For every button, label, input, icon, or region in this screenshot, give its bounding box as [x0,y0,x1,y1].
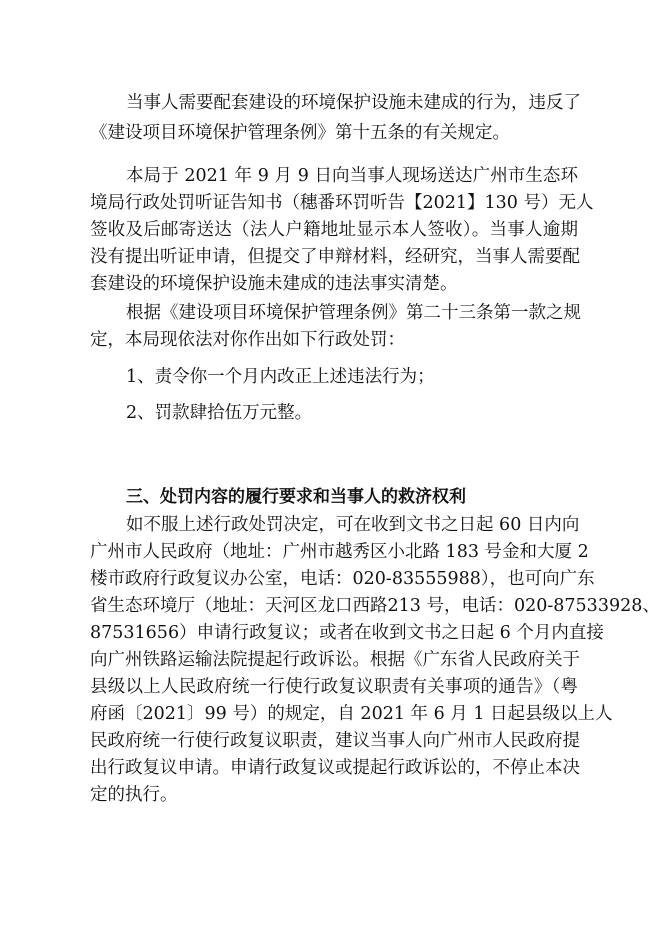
text-line: 广州市人民政府（地址：广州市越秀区小北路 183 号金和大厦 2 [90,542,589,562]
text-line: 签收及后邮寄送达（法人户籍地址显示本人签收）。当事人逾期 [90,220,578,240]
section-heading: 三、处罚内容的履行要求和当事人的救济权利 [126,487,466,507]
list-item: 1、责令你一个月内改正上述违法行为； [126,367,435,387]
text-line: 省生态环境厅（地址：天河区龙口西路213 号，电话：020-87533928、 [90,596,660,616]
text-line: 府函〔2021〕99 号）的规定，自 2021 年 6 月 1 日起县级以上人 [90,704,613,724]
text-line: 向广州铁路运输法院提起行政诉讼。根据《广东省人民政府关于 [90,650,580,670]
text-line: 套建设的环境保护设施未建成的违法事实清楚。 [90,274,458,294]
text-line: 楼市政府行政复议办公室，电话：020-83555988），也可向广东 [90,569,595,589]
text-line: 境局行政处罚听证告知书（穗番环罚听告【2021】130 号）无人 [90,193,594,213]
text-line: 当事人需要配套建设的环境保护设施未建成的行为，违反了 [126,93,581,113]
text-line: 如不服上述行政处罚决定，可在收到文书之日起 60 日内向 [126,515,580,535]
text-line: 没有提出听证申请，但提交了申辩材料，经研究，当事人需要配 [90,247,580,267]
text-line: 定的执行。 [90,785,178,805]
list-item: 2、罚款肆拾伍万元整。 [126,403,313,423]
text-line: 定，本局现依法对你作出如下行政处罚： [90,330,405,350]
text-line: 县级以上人民政府统一行使行政复议职责有关事项的通告》（粤 [90,677,578,697]
text-line: 87531656）申请行政复议；或者在收到文书之日起 6 个月内直接 [90,623,604,643]
text-line: 根据《建设项目环境保护管理条例》第二十三条第一款之规 [126,303,581,323]
text-line: 民政府统一行使行政复议职责，建议当事人向广州市人民政府提 [90,731,580,751]
text-line: 本局于 2021 年 9 月 9 日向当事人现场送达广州市生态环 [126,166,578,186]
text-line: 出行政复议申请。申请行政复议或提起行政诉讼的，不停止本决 [90,758,580,778]
text-line: 《建设项目环境保护管理条例》第十五条的有关规定。 [90,123,510,143]
